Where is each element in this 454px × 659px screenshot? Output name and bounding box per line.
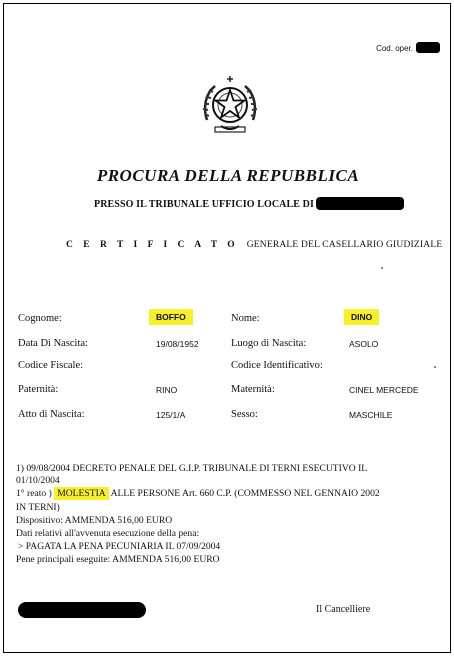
detail-line: > PAGATA LA PENA PECUNIARIA IL 07/09/2004 [18, 541, 221, 552]
atto-value: 125/1/A [156, 410, 186, 420]
certificate-page [3, 3, 451, 653]
subtitle-text: PRESSO IL TRIBUNALE UFFICIO LOCALE DI [94, 199, 314, 210]
detail-line: Dispositivo: AMMENDA 516,00 EURO [16, 515, 173, 526]
redaction-box [316, 197, 404, 210]
cod-oper-label: Cod. oper. [376, 44, 413, 53]
data-nascita-value: 19/08/1952 [156, 339, 199, 349]
codice-id-label: Codice Identificativo: [231, 360, 323, 371]
offense-highlight: MOLESTIA [54, 487, 109, 500]
offense-prefix: 1° reato ) [16, 488, 52, 499]
luogo-nascita-label: Luogo di Nascita: [231, 338, 307, 349]
speck [381, 267, 383, 269]
codice-fiscale-label: Codice Fiscale: [18, 360, 84, 371]
data-nascita-label: Data Di Nascita: [18, 338, 88, 349]
maternita-label: Maternità: [231, 384, 275, 395]
speck [434, 366, 436, 368]
redaction-box [416, 42, 440, 53]
cert-rest: GENERALE DEL CASELLARIO GIUDIZIALE [246, 240, 443, 250]
certificate-heading [66, 240, 442, 250]
offense-rest: ALLE PERSONE Art. 660 C.P. (COMMESSO NEL GENNAIO 2002 [110, 488, 380, 499]
cod-oper [376, 42, 440, 53]
cognome-value: BOFFO [149, 309, 193, 325]
detail-line: 1) 09/08/2004 DECRETO PENALE DEL G.I.P. TRIBUNALE DI TERNI ESECUTIVO IL [16, 463, 368, 474]
luogo-nascita-value: ASOLO [349, 339, 379, 349]
paternita-value: RINO [156, 385, 178, 395]
cancelliere-signature-label: Il Cancelliere [316, 604, 371, 615]
detail-line: Pene principali eseguite: AMMENDA 516,00 EURO [16, 554, 220, 565]
nome-value: DINO [344, 309, 379, 325]
cert-spaced: C E R T I F I C A T O [66, 240, 239, 250]
atto-label: Atto di Nascita: [18, 409, 85, 420]
maternita-value: CINEL MERCEDE [349, 385, 419, 395]
detail-line: 01/10/2004 [16, 475, 60, 486]
subtitle [94, 197, 404, 210]
sesso-label: Sesso: [231, 409, 258, 420]
italian-republic-emblem-icon [199, 72, 261, 138]
sesso-value: MASCHILE [349, 410, 393, 420]
detail-line: Dati relativi all'avvenuta esecuzione della pena: [16, 528, 200, 539]
nome-label: Nome: [231, 313, 260, 324]
paternita-label: Paternità: [18, 384, 59, 395]
detail-offense [16, 488, 380, 501]
cognome-label: Cognome: [18, 313, 62, 324]
redaction-box [18, 602, 146, 618]
detail-line: IN TERNI) [16, 502, 60, 513]
page-title: PROCURA DELLA REPUBBLICA [96, 166, 360, 185]
